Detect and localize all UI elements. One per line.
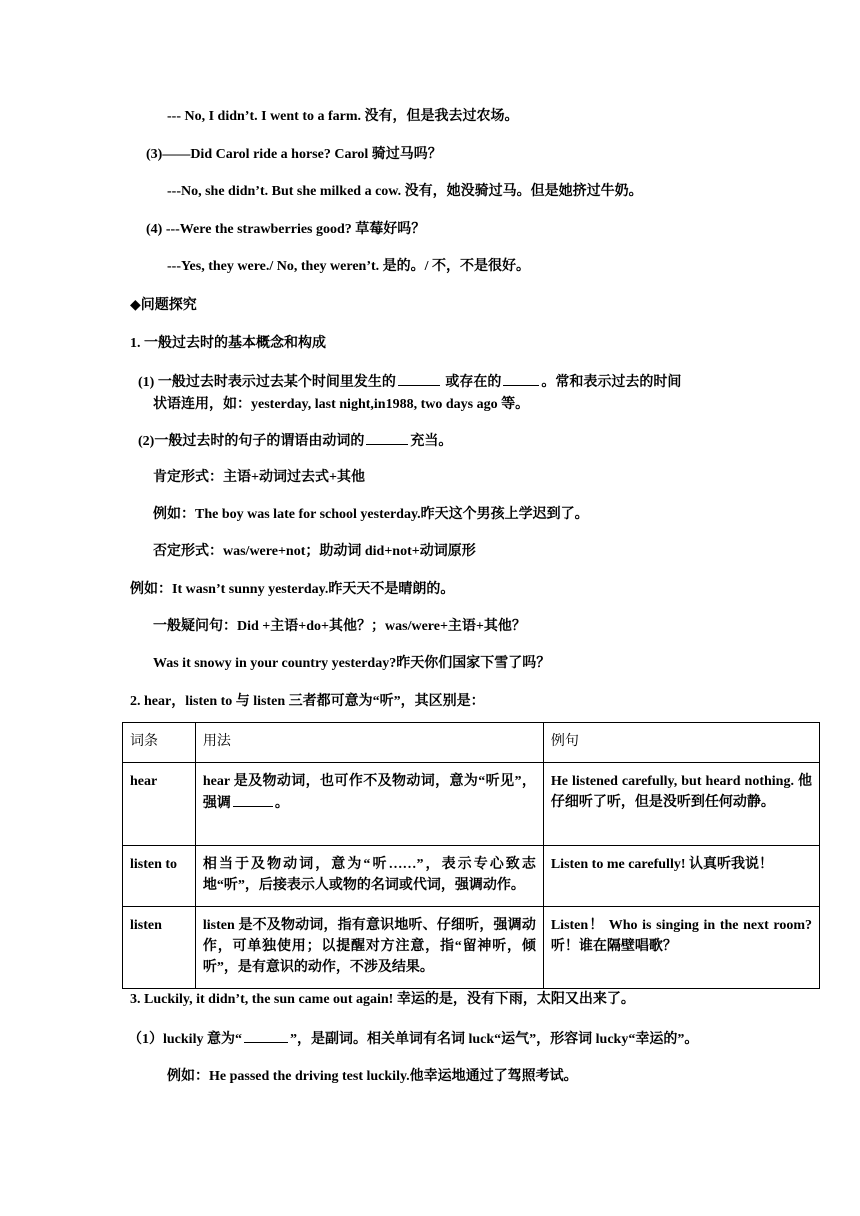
answer-blank[interactable]: [503, 371, 539, 386]
item3-title: 3. Luckily, it didn’t, the sun came out again! 幸运的是，没有下雨，太阳又出来了。: [130, 992, 635, 1007]
table-row: [123, 763, 820, 846]
example-3: Was it snowy in your country yesterday?昨天你们国家下雪了吗？: [153, 656, 551, 671]
example-1: 例如：The boy was late for school yesterday.昨天这个男孩上学迟到了。: [153, 507, 589, 522]
cell-word: hear: [123, 763, 196, 846]
usage-text: hear 是及物动词，也可作不及物动词，意为“听见”，强调: [202, 774, 536, 811]
item1-point1: [138, 371, 681, 393]
table-row: [123, 907, 820, 989]
item2-title: 2. hear，listen to 与 listen 三者都可意为“听”，其区别是：: [130, 694, 485, 709]
dialogue-line-5: ---Yes, they were./ No, they weren’t. 是的。/ 不，不是很好。: [167, 259, 531, 274]
cell-usage: listen 是不及物动词，指有意识地听、仔细听，强调动作，可单独使用；以提醒对方注意，指“留神听，倾听”，是有意识的动作，不涉及结果。: [195, 907, 543, 989]
item3-point1: [128, 1028, 698, 1050]
header-example: 例句: [543, 723, 819, 763]
point1-text-a: (1) 一般过去时表示过去某个时间里发生的: [138, 375, 396, 390]
example-2: 例如：It wasn’t sunny yesterday.昨天天不是晴朗的。: [130, 582, 455, 597]
point2-text-b: 充当。: [410, 434, 453, 449]
header-word: 词条: [123, 723, 196, 763]
answer-blank[interactable]: [244, 1028, 288, 1043]
cell-example: Listen to me carefully! 认真听我说！: [543, 846, 819, 907]
point1-text-b: 或存在的: [441, 375, 502, 390]
cell-usage: 相当于及物动词，意为“听……”，表示专心致志地“听”，后接表示人或物的名词或代词，强调动作。: [195, 846, 543, 907]
dialogue-line-2: (3)——Did Carol ride a horse? Carol 骑过马吗？: [146, 147, 442, 162]
section-heading: ◆问题探究: [130, 298, 197, 313]
answer-blank[interactable]: [233, 792, 273, 807]
dialogue-line-4: (4) ---Were the strawberries good? 草莓好吗？: [146, 222, 426, 237]
dialogue-line-3: ---No, she didn’t. But she milked a cow. 没有，她没骑过马。但是她挤过牛奶。: [167, 184, 643, 199]
point2-text-a: (2)一般过去时的句子的谓语由动词的: [138, 434, 365, 449]
answer-blank[interactable]: [366, 430, 408, 445]
header-usage: 用法: [195, 723, 543, 763]
item3-text-b: ”，是副词。相关单词有名词 luck“运气”，形容词 lucky“幸运的”。: [289, 1032, 699, 1047]
point1-text-c: 。常和表示过去的时间: [541, 375, 682, 390]
table-header-row: [123, 723, 820, 763]
answer-blank[interactable]: [398, 371, 440, 386]
cell-example: Listen！ Who is singing in the next room? 听！谁在隔壁唱歌？: [543, 907, 819, 989]
item1-point2: [138, 430, 452, 452]
cell-example: He listened carefully, but heard nothing. 他仔细听了听，但是没听到任何动静。: [543, 763, 819, 846]
cell-usage: [195, 763, 543, 846]
cell-word: listen to: [123, 846, 196, 907]
usage-text-end: 。: [274, 796, 289, 811]
affirmative-form: 肯定形式：主语+动词过去式+其他: [153, 470, 365, 485]
item1-title: 1. 一般过去时的基本概念和构成: [130, 336, 326, 351]
question-form: 一般疑问句：Did +主语+do+其他？；was/were+主语+其他？: [153, 619, 526, 634]
dialogue-line-1: --- No, I didn’t. I went to a farm. 没有，但是我去过农场。: [167, 109, 519, 124]
item3-example: 例如：He passed the driving test luckily.他幸运地通过了驾照考试。: [167, 1069, 578, 1084]
item1-point1-cont: 状语连用，如：yesterday, last night,in1988, two days ago 等。: [153, 397, 530, 412]
negative-form: 否定形式：was/were+not；助动词 did+not+动词原形: [153, 544, 476, 559]
comparison-table: [122, 722, 820, 989]
item3-text-a: （1）luckily 意为“: [128, 1032, 242, 1047]
cell-word: listen: [123, 907, 196, 989]
table-row: [123, 846, 820, 907]
